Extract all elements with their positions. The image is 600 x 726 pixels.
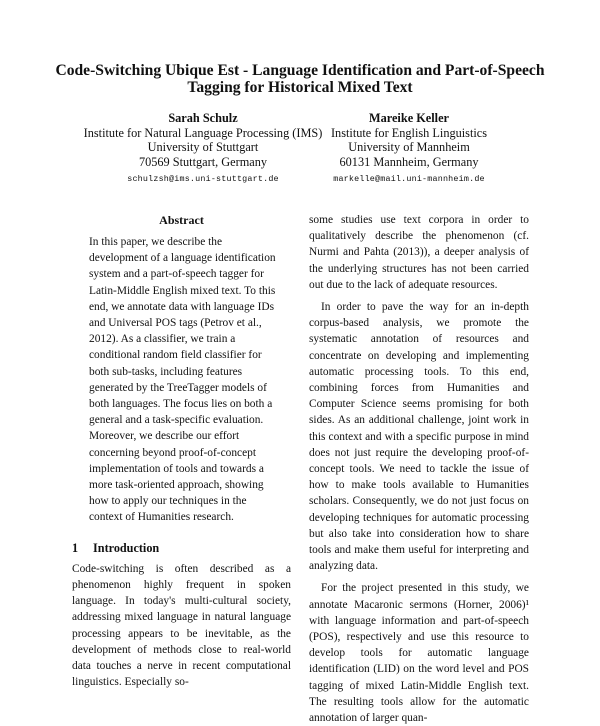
author-block-2 (322, 111, 496, 187)
section-number: 1 (72, 540, 79, 555)
body-paragraph: In order to pave the way for an in-depth corpus-based analysis, we promote the systematic annotation of resources and concentrate on developing and implementing automatic processing tools. To this end, combining forces from Humanities and Computer Science seems promising for both sides. As an additional challenge, joint work in this context and with a specific purpose in mind does not just require the developing proof-of-concept tools. We need to tackle the issue of how to make tools available to Humanities scholars. Consequently, we do not just focus on developing techniques for automatic processing but also take into consideration how to share tools and make them useful for interpreting and analyzing data. (309, 301, 529, 573)
intro-paragraph: Code-switching is often described as a phenomenon highly frequent in spoken language. In today's multi-cultural society, addressing mixed language in natural language processing appears to be inevitable, as the development of methods close to real-world data touches a nerve in recent computational linguistics. Especially so- (72, 562, 291, 689)
body-paragraph: some studies use text corpora in order to qualitatively describe the phenomenon (cf. Nurmi and Pahta (2013)), a deeper analysis of the underlying structures has not been carried out due to the lack of adequate resources. (309, 214, 529, 291)
body-paragraph: For the project presented in this study, we annotate Macaronic sermons (Horner, 2006)¹ with language information and part-of-speech (POS), respectively and use this resource to develop tools for automatic language identification (LID) on the word level and POS tagging of mixed Latin-Middle English text. The resulting tools allow for the automatic annotation of larger quan- (309, 582, 529, 725)
author-address: 70569 Stuttgart, Germany (138, 154, 268, 169)
author-name: Mareike Keller (368, 111, 449, 125)
author-block-1 (80, 111, 326, 187)
left-column (72, 212, 291, 690)
author-affiliation: Institute for English Linguistics (330, 125, 488, 140)
author-affiliation: Institute for Natural Language Processing (IMS) (83, 125, 323, 140)
author-university: University of Mannheim (348, 140, 470, 154)
paper-title: Code-Switching Ubique Est - Language Identification and Part-of-Speech Tagging for Historical Mixed Text (55, 62, 545, 96)
section-heading-introduction (72, 540, 291, 556)
author-address: 60131 Mannheim, Germany (339, 154, 479, 169)
abstract-text: In this paper, we describe the development of a language identification system and a part-of-speech tagger for Latin-Middle English mixed text. To this end, we annotate data with language IDs and Universal POS tags (Petrov et al., 2012). As a classifier, we train a conditional random field classifier for both sub-tasks, including features generated by the TreeTagger models of both languages. The focus lies on both a general and a task-specific evaluation. Moreover, we describe our effort concerning beyond proof-of-concept implementation of tools and towards a more task-oriented approach, showing how to apply our techniques in the context of Humanities research. (89, 236, 276, 524)
author-email[interactable]: schulzsh@ims.uni-stuttgart.de (127, 174, 279, 184)
abstract-heading: Abstract (159, 213, 204, 227)
author-name: Sarah Schulz (168, 111, 238, 125)
author-email[interactable]: markelle@mail.uni-mannheim.de (333, 174, 485, 184)
section-title: Introduction (93, 540, 160, 555)
author-university: University of Stuttgart (147, 140, 259, 154)
right-column (309, 212, 529, 726)
